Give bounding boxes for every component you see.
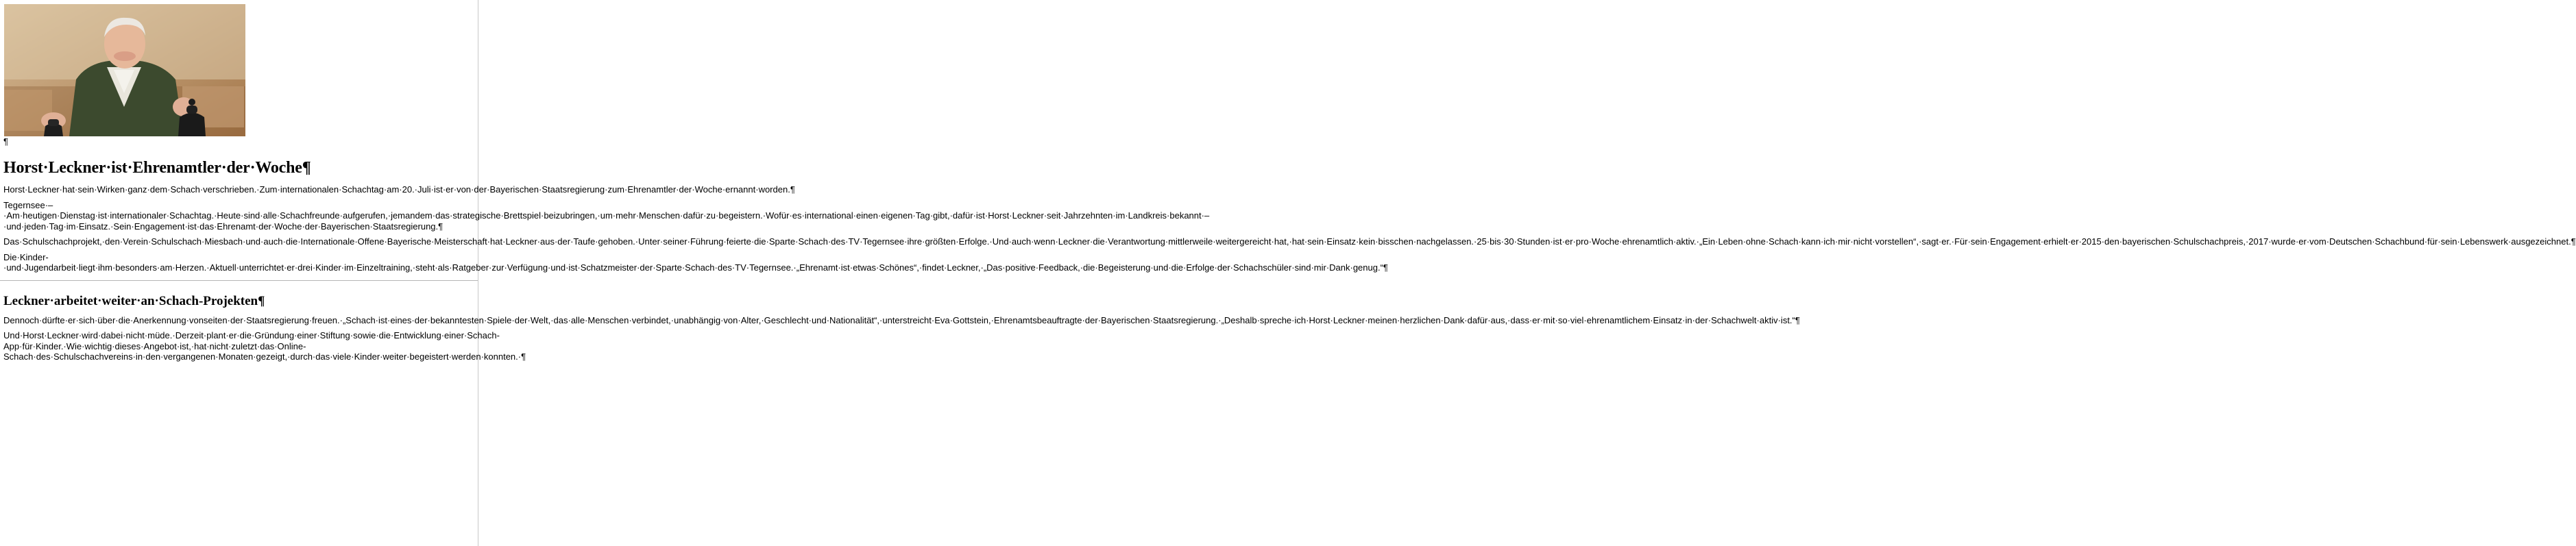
portrait-image	[4, 4, 245, 136]
article-paragraph: Horst·Leckner·hat·sein·Wirken·ganz·dem·Schach·verschrieben.·Zum·internationalen·Schachtag·am·20.·Juli·ist·er·von·der·Bayerischen·Staatsregierung·zum·Ehrenamtler·der·Woche·ernannt·worden.¶	[3, 184, 795, 195]
article-paragraph: Dennoch·dürfte·er·sich·über·die·Anerkennung·vonseiten·der·Staatsregierung·freuen.·„Schach·ist·eines·der·bekanntesten·Spiele·der·Welt,·das·alle·Menschen·verbindet,·unabhängig·von·Alter,·Geschlecht·und·Nationalität“,·unterstreicht·Eva·Gottstein,·Ehrenamtsbeauftragte·der·Bayerischen·Staatsregierung.·„Deshalb·spreche·ich·Horst·Leckner·meinen·herzlichen·Dank·dafür·aus,·dass·er·mit·so·viel·ehrenamtlichem·Einsatz·in·der·Schachwelt·aktiv·ist.“¶	[3, 314, 1800, 325]
article-paragraph: Die·Kinder-·und·Jugendarbeit·liegt·ihm·besonders·am·Herzen.·Aktuell·unterrichtet·er·drei·Kinder·im·Einzeltraining,·steht·als·Ratgeber·zur·Verfügung·und·ist·Schatzmeister·der·Sparte·Schach·des·TV·Tegernsee.·„Ehrenamt·ist·etwas·Schönes“,·findet·Leckner,·„Das·positive·Feedback,·die·Begeisterung·und·die·Erfolge·der·Schachschüler·sind·mir·Dank·genug.“¶	[3, 251, 1388, 273]
article-paragraph: Tegernsee·–·Am·heutigen·Dienstag·ist·internationaler·Schachtag.·Heute·sind·alle·Schachfreunde·aufgerufen,·jemandem·das·strategische·Brettspiel·beizubringen,·um·mehr·Menschen·dafür·zu·begeistern.·Wofür·es·international·einen·eigenen·Tag·gibt,·dafür·ist·Horst·Leckner·seit·Jahrzehnten·im·Landkreis·bekannt·–·und·jeden·Tag·im·Einsatz.·Sein·Engagement·ist·das·Ehrenamt·der·Woche·der·Bayerischen·Staatsregierung.¶	[3, 199, 1210, 232]
section-divider	[0, 280, 478, 281]
article-heading: Horst·Leckner·ist·Ehrenamtler·der·Woche¶	[3, 159, 311, 177]
article-body	[3, 158, 2576, 367]
paragraph-mark: ¶	[3, 136, 8, 147]
article-subheading: Leckner·arbeitet·weiter·an·Schach-Projekten¶	[3, 293, 265, 308]
article-paragraph: Und·Horst·Leckner·wird·dabei·nicht·müde.·Derzeit·plant·er·die·Gründung·einer·Stiftung·sowie·die·Entwicklung·einer·Schach-App·für·Kinder.·Wie·wichtig·dieses·Angebot·ist,·hat·nicht·zuletzt·das·Online-Schach·des·Schulschachvereins·in·den·vergangenen·Monaten·gezeigt,·durch·das·viele·Kinder·weiter·begeistert·werden·konnten.·¶	[3, 330, 526, 362]
article-photo	[4, 4, 245, 136]
article-paragraph: Das·Schulschachprojekt,·den·Verein·Schulschach·Miesbach·und·auch·die·Internationale·Offene·Bayerische·Meisterschaft·hat·Leckner·aus·der·Taufe·gehoben.·Unter·seiner·Führung·feierte·die·Sparte·Schach·des·TV·Tegernsee·ihre·größten·Erfolge.·Und·auch·wenn·Leckner·die·Verantwortung·mittlerweile·weitergereicht·hat,·hat·sein·Einsatz·kein·bisschen·nachgelassen.·25·bis·30·Stunden·ist·er·pro·Woche·ehrenamtlich·aktiv.·„Ein·Leben·ohne·Schach·kann·ich·mir·nicht·vorstellen“,·sagt·er.·Für·sein·Engagement·erhielt·er·2015·den·bayerischen·Schulschachpreis,·2017·wurde·er·vom·Deutschen·Schachbund·für·sein·Lebenswerk·ausgezeichnet.¶	[3, 236, 2576, 247]
